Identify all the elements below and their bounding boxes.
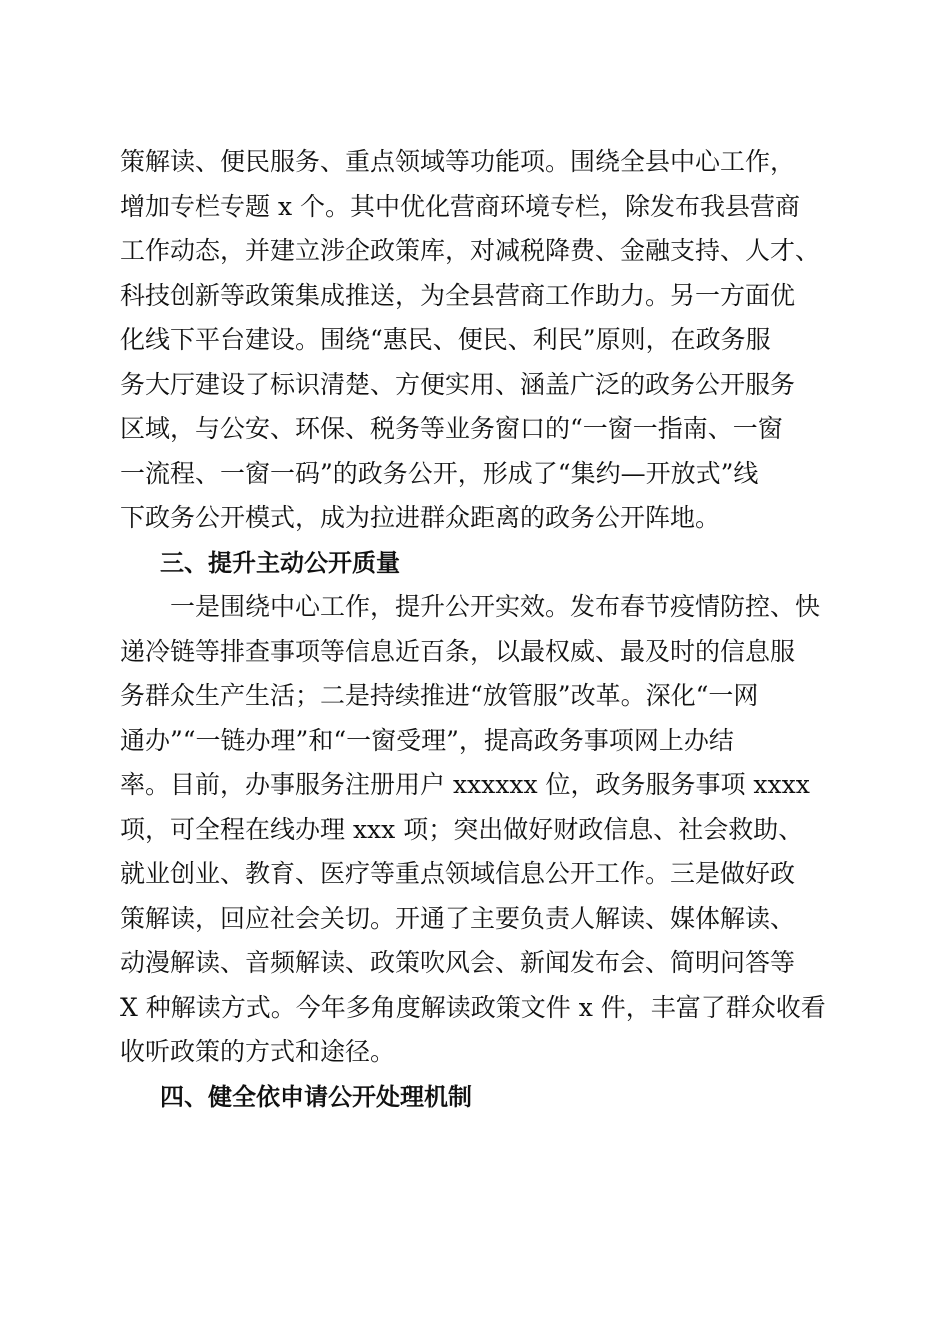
body-line: 率。目前，办事服务注册用户 xxxxxx 位，政务服务事项 xxxx bbox=[120, 770, 810, 799]
body-line: 策解读，回应社会关切。开通了主要负责人解读、媒体解读、 bbox=[120, 903, 796, 933]
section-heading-3: 三、提升主动公开质量 bbox=[160, 548, 400, 577]
body-line: 化线下平台建设。围绕“惠民、便民、利民”原则，在政务服 bbox=[120, 325, 771, 354]
body-line: 策解读、便民服务、重点领域等功能项。围绕全县中心工作， bbox=[120, 147, 796, 176]
body-line: 收听政策的方式和途径。 bbox=[120, 1037, 396, 1066]
section-heading-4: 四、健全依申请公开处理机制 bbox=[160, 1082, 472, 1111]
body-line: 区域，与公安、环保、税务等业务窗口的“一窗一指南、一窗 bbox=[120, 414, 783, 443]
body-line: X 种解读方式。今年多角度解读政策文件 x 件，丰富了群众收看 bbox=[120, 992, 826, 1022]
body-line: 通办”“一链办理”和“一窗受理”，提高政务事项网上办结 bbox=[120, 725, 734, 755]
body-line: 务群众生产生活；二是持续推进“放管服”改革。深化“一网 bbox=[120, 681, 759, 710]
body-line: 项，可全程在线办理 xxx 项；突出做好财政信息、社会救助、 bbox=[120, 814, 804, 844]
body-line: 动漫解读、音频解读、政策吹风会、新闻发布会、简明问答等 bbox=[120, 948, 796, 977]
body-line: 工作动态，并建立涉企政策库，对减税降费、金融支持、人才、 bbox=[120, 236, 821, 265]
body-line: 务大厅建设了标识清楚、方便实用、涵盖广泛的政务公开服务 bbox=[120, 369, 796, 399]
body-line: 增加专栏专题 x 个。其中优化营商环境专栏，除发布我县营商 bbox=[120, 191, 800, 221]
body-line: 递冷链等排查事项等信息近百条，以最权威、最及时的信息服 bbox=[120, 636, 796, 666]
body-line: 就业创业、教育、医疗等重点领域信息公开工作。三是做好政 bbox=[120, 859, 796, 888]
body-line: 一是围绕中心工作，提升公开实效。发布春节疫情防控、快 bbox=[120, 592, 821, 621]
body-line: 下政务公开模式，成为拉进群众距离的政务公开阵地。 bbox=[120, 503, 721, 532]
document-body bbox=[120, 140, 830, 1119]
body-line: 科技创新等政策集成推送，为全县营商工作助力。另一方面优 bbox=[120, 280, 796, 310]
body-line: 一流程、一窗一码”的政务公开，形成了“集约—开放式”线 bbox=[120, 458, 759, 488]
